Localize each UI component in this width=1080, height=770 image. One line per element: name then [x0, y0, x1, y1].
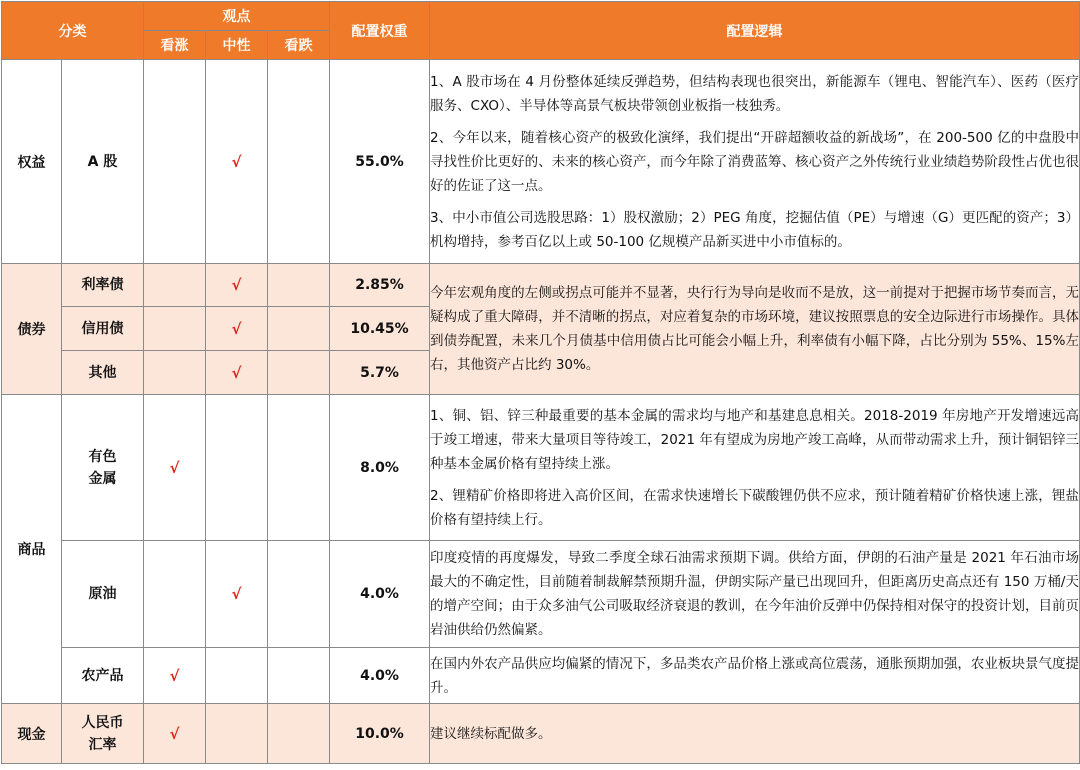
- neutral-check: √: [206, 351, 268, 395]
- bullish-check: √: [144, 704, 206, 764]
- header-neutral: 中性: [206, 31, 268, 60]
- asset-rmb: [62, 704, 144, 764]
- bearish-cell: [268, 60, 330, 264]
- bearish-cell: [268, 704, 330, 764]
- table-row-metals: [2, 395, 1080, 541]
- logic-paragraph: 1、铜、铝、锌三种最重要的基本金属的需求均与地产和基建息息相关。2018-2019 年房地产开发增速远高于竣工增速，带来大量项目等待竣工，2021 年有望成为房地产竣工高峰，从而带动需求上升，预计铜铝锌三种基本金属价格有望持续上涨。: [430, 407, 1080, 472]
- logic-a-share: [430, 60, 1080, 264]
- table-row-a-share: [2, 60, 1080, 264]
- header-bullish: 看涨: [144, 31, 206, 60]
- bearish-cell: [268, 648, 330, 704]
- bullish-cell: [144, 307, 206, 351]
- header-logic: 配置逻辑: [430, 2, 1080, 60]
- asset-rate-bond: 利率债: [62, 264, 144, 307]
- neutral-check: √: [206, 541, 268, 648]
- neutral-check: √: [206, 264, 268, 307]
- logic-metals: [430, 395, 1080, 541]
- bearish-cell: [268, 307, 330, 351]
- asset-metals: [62, 395, 144, 541]
- logic-agri: 在国内外农产品供应均偏紧的情况下，多品类农产品价格上涨或高位震荡，通胀预期加强，农业板块景气度提升。: [430, 648, 1080, 704]
- table-row-cash: [2, 704, 1080, 764]
- weight-oil: 4.0%: [330, 541, 430, 648]
- header-category: 分类: [2, 2, 144, 60]
- header-bearish: 看跌: [268, 31, 330, 60]
- weight-a-share: 55.0%: [330, 60, 430, 264]
- weight-agri: 4.0%: [330, 648, 430, 704]
- asset-metals-line2: 金属: [88, 470, 117, 487]
- bullish-cell: [144, 60, 206, 264]
- bearish-cell: [268, 264, 330, 307]
- category-bonds: 债券: [2, 264, 62, 395]
- logic-bonds: 今年宏观角度的左侧或拐点可能并不显著，央行行为导向是收而不是放，这一前提对于把握市场节奏而言，无疑构成了重大障碍，并不清晰的拐点，对应着复杂的市场环境，建议按照票息的安全边际进行市场操作。具体到债券配置，未来几个月债基中信用债占比可能会小幅上升，利率债有小幅下降，占比分别为 55%、15%左右，其他资产占比约 30%。: [430, 264, 1080, 395]
- weight-credit-bond: 10.45%: [330, 307, 430, 351]
- header-row-1: [2, 2, 1080, 31]
- category-commodities: 商品: [2, 395, 62, 704]
- table-row-oil: [2, 541, 1080, 648]
- asset-other-bond: 其他: [62, 351, 144, 395]
- logic-cash: 建议继续标配做多。: [430, 704, 1080, 764]
- logic-paragraph: 3、中小市值公司选股思路：1）股权激励；2）PEG 角度，挖掘估值（PE）与增速（G）更匹配的资产；3）机构增持，参考百亿以上或 50-100 亿规模产品新买进中小市值标的。: [430, 209, 1080, 250]
- weight-metals: 8.0%: [330, 395, 430, 541]
- bullish-cell: [144, 351, 206, 395]
- asset-oil: 原油: [62, 541, 144, 648]
- neutral-cell: [206, 704, 268, 764]
- bullish-check: √: [144, 395, 206, 541]
- bullish-cell: [144, 541, 206, 648]
- neutral-check: √: [206, 60, 268, 264]
- logic-oil: 印度疫情的再度爆发，导致二季度全球石油需求预期下调。供给方面，伊朗的石油产量是 2021 年石油市场最大的不确定性，目前随着制裁解禁预期升温，伊朗实际产量已出现回升，但距离历史高点还有 150 万桶/天的增产空间；由于众多油气公司吸取经济衰退的教训，在今年油价反弹中仍保持相对保守的投资计划，目前页岩油供给仍然偏紧。: [430, 541, 1080, 648]
- table-row-rate-bond: [2, 264, 1080, 307]
- bearish-cell: [268, 395, 330, 541]
- bullish-cell: [144, 264, 206, 307]
- category-cash: 现金: [2, 704, 62, 764]
- table-row-agri: [2, 648, 1080, 704]
- neutral-check: √: [206, 307, 268, 351]
- asset-rmb-line1: 人民币: [81, 714, 124, 731]
- weight-other-bond: 5.7%: [330, 351, 430, 395]
- header-view: 观点: [144, 2, 330, 31]
- logic-paragraph: 2、锂精矿价格即将进入高价区间，在需求快速增长下碳酸锂仍供不应求，预计随着精矿价格快速上涨，锂盐价格有望持续上行。: [430, 487, 1080, 528]
- asset-allocation-table: [1, 1, 1080, 764]
- logic-paragraph: 2、今年以来，随着核心资产的极致化演绎，我们提出“开辟超额收益的新战场”，在 200-500 亿的中盘股中寻找性价比更好的、未来的核心资产，而今年除了消费蓝筹、核心资产之外传统行业业绩趋势阶段性占优也很好的佐证了这一点。: [430, 129, 1080, 194]
- asset-metals-line1: 有色: [88, 448, 117, 465]
- neutral-cell: [206, 648, 268, 704]
- asset-rmb-line2: 汇率: [88, 736, 117, 753]
- asset-a-share: A 股: [62, 60, 144, 264]
- asset-agri: 农产品: [62, 648, 144, 704]
- logic-paragraph: 1、A 股市场在 4 月份整体延续反弹趋势，但结构表现也很突出，新能源车（锂电、智能汽车）、医药（医疗服务、CXO）、半导体等高景气板块带领创业板指一枝独秀。: [430, 73, 1080, 114]
- category-equity: 权益: [2, 60, 62, 264]
- neutral-cell: [206, 395, 268, 541]
- bearish-cell: [268, 541, 330, 648]
- bearish-cell: [268, 351, 330, 395]
- bullish-check: √: [144, 648, 206, 704]
- asset-credit-bond: 信用债: [62, 307, 144, 351]
- weight-cash: 10.0%: [330, 704, 430, 764]
- header-weight: 配置权重: [330, 2, 430, 60]
- weight-rate-bond: 2.85%: [330, 264, 430, 307]
